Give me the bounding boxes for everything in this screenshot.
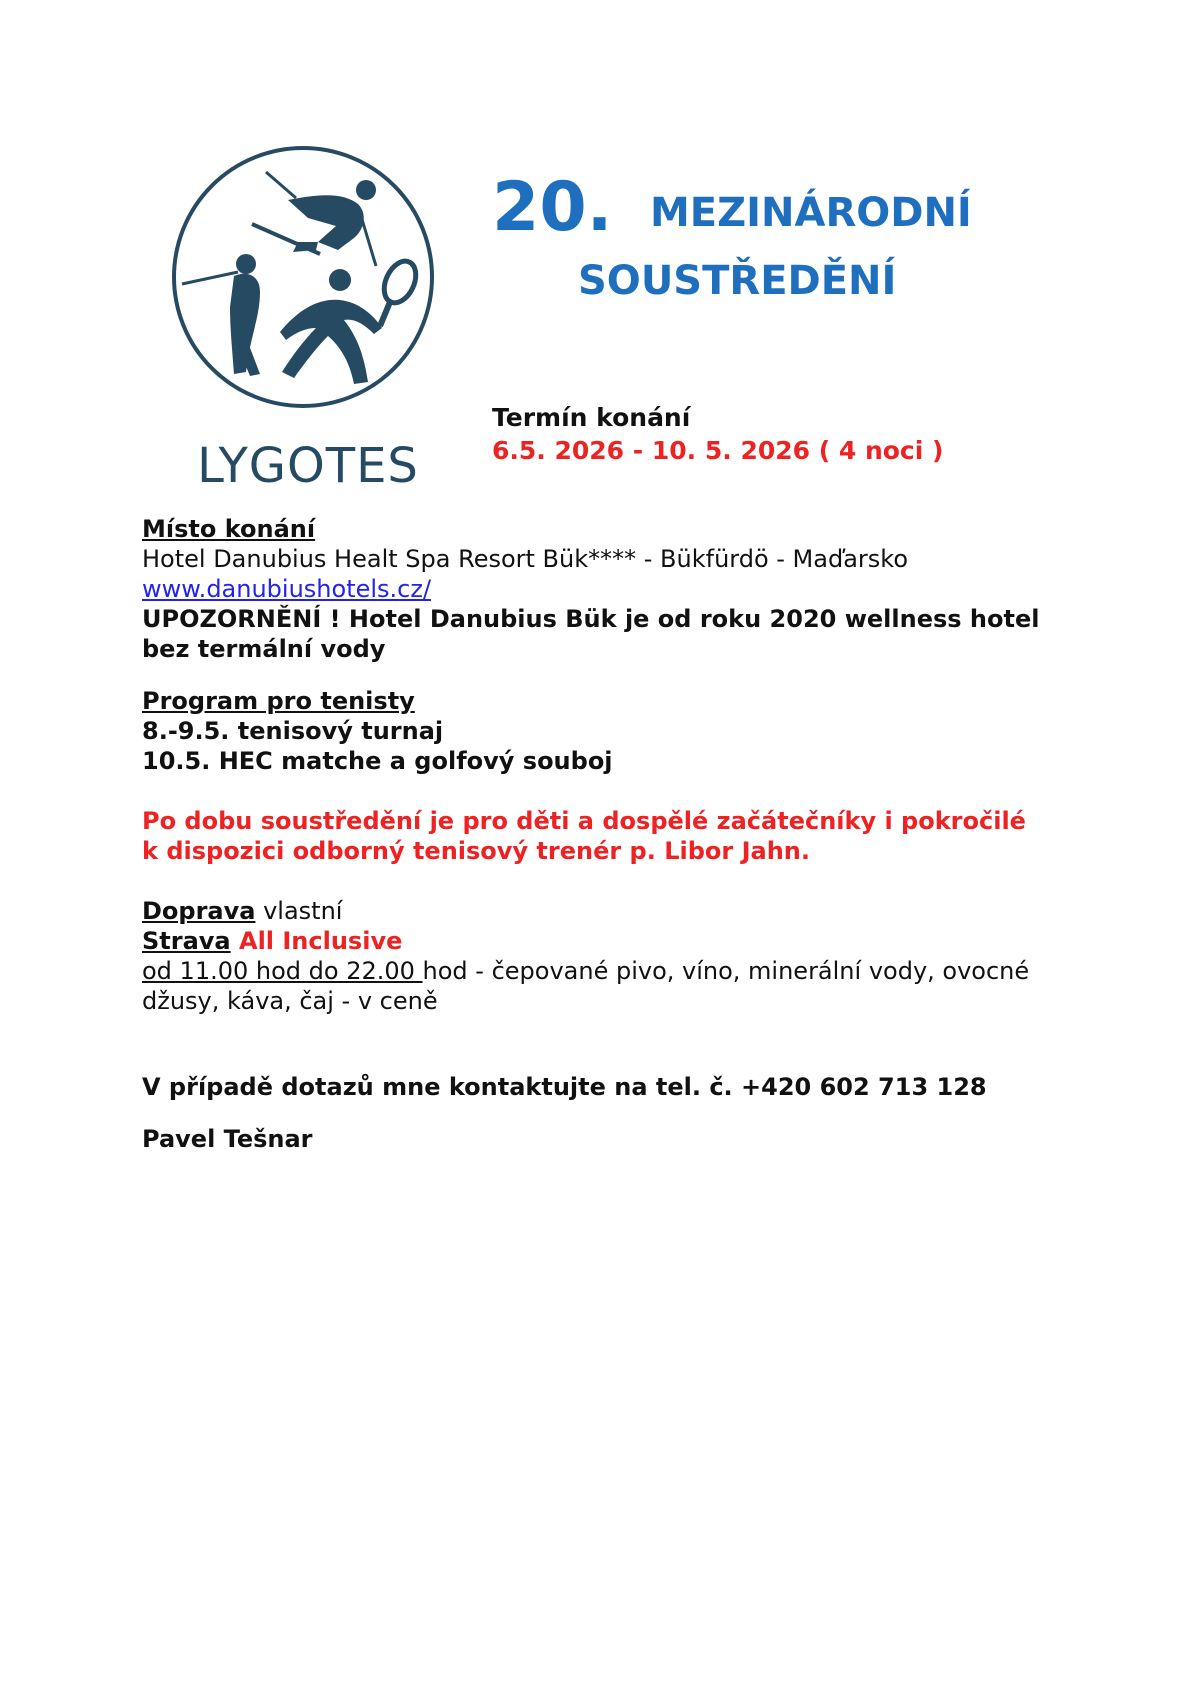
contact-text: V případě dotazů mne kontaktujte na tel. č. +420 602 713 128: [142, 1073, 987, 1101]
program-label: Program pro tenisty: [142, 687, 415, 715]
termin-value: 6.5. 2026 - 10. 5. 2026 ( 4 noci ): [492, 436, 944, 465]
strava-hours: od 11.00 hod do 22.00: [142, 957, 423, 985]
logo-wordmark: LYGOTES: [197, 438, 419, 494]
document-body: [142, 514, 1042, 1154]
strava-detail-1: hod - čepované pivo, víno, minerální vody, ovocné: [422, 957, 1030, 985]
strava-value: All Inclusive: [230, 927, 403, 955]
title-line-1: MEZINÁRODNÍ: [650, 190, 972, 236]
warning-line-2: bez termální vody: [142, 635, 386, 663]
program-item: 8.-9.5. tenisový turnaj: [142, 717, 444, 745]
strava-label: Strava: [142, 927, 231, 955]
hotel-link[interactable]: www.danubiushotels.cz/: [142, 575, 432, 603]
doprava-value: vlastní: [255, 897, 343, 925]
notice-line-2: k dispozici odborný tenisový trenér p. Libor Jahn.: [142, 837, 811, 865]
misto-label: Místo konání: [142, 515, 316, 543]
signature-name: Pavel Tešnar: [142, 1125, 313, 1153]
lygotes-logo: [163, 142, 453, 502]
termin-label: Termín konání: [492, 403, 691, 432]
program-item: 10.5. HEC matche a golfový souboj: [142, 747, 613, 775]
hotel-name: Hotel Danubius Healt Spa Resort Bük**** - Bükfürdö - Maďarsko: [142, 545, 909, 573]
strava-detail-2: džusy, káva, čaj - v ceně: [142, 987, 438, 1015]
warning-line-1: UPOZORNĚNÍ ! Hotel Danubius Bük je od roku 2020 wellness hotel: [142, 605, 1040, 633]
notice-line-1: Po dobu soustředění je pro děti a dospělé začátečníky i pokročilé: [142, 807, 1026, 835]
doprava-label: Doprava: [142, 897, 256, 925]
edition-number: 20.: [492, 168, 613, 247]
sports-emblem-icon: [168, 142, 438, 412]
title-line-2: SOUSTŘEDĚNÍ: [578, 258, 897, 304]
